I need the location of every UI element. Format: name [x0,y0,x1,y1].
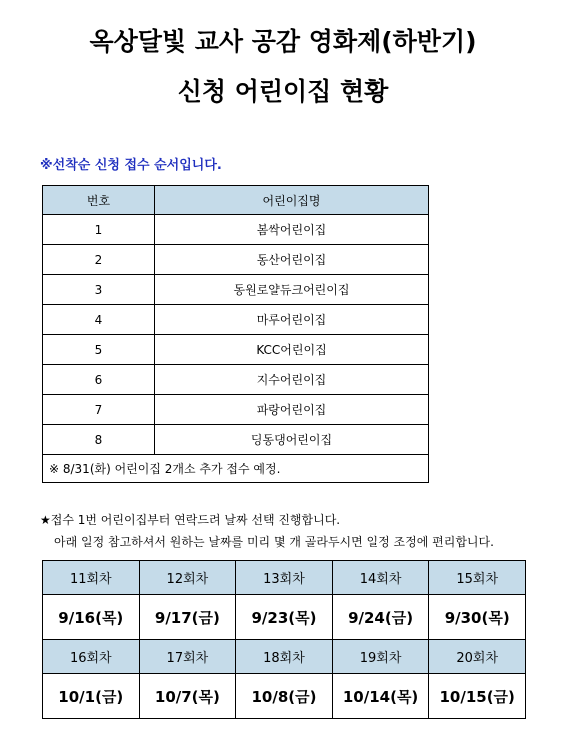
session-label: 11회차 [43,561,140,595]
session-label: 14회차 [332,561,429,595]
session-date: 9/24(금) [332,595,429,640]
row-number: 7 [43,395,155,425]
table-row [43,365,429,395]
row-number: 3 [43,275,155,305]
session-date: 10/1(금) [43,674,140,719]
table-row [43,305,429,335]
table-note-row [43,455,429,483]
table-row [43,395,429,425]
row-daycare-name: KCC어린이집 [155,335,429,365]
session-label: 18회차 [236,640,333,674]
row-number: 8 [43,425,155,455]
row-number: 5 [43,335,155,365]
applicant-table-header [43,186,429,215]
applicant-table [42,185,429,483]
session-date: 10/15(금) [429,674,526,719]
session-label: 19회차 [332,640,429,674]
session-date: 10/7(목) [139,674,236,719]
contact-guide: ★접수 1번 어린이집부터 연락드려 날짜 선택 진행합니다. [40,513,341,527]
row-number: 2 [43,245,155,275]
row-daycare-name: 동원로얄듀크어린이집 [155,275,429,305]
header-number: 번호 [43,186,155,215]
session-date: 9/23(목) [236,595,333,640]
session-date: 9/17(금) [139,595,236,640]
row-daycare-name: 동산어린이집 [155,245,429,275]
session-row [43,561,526,595]
row-daycare-name: 지수어린이집 [155,365,429,395]
session-row [43,640,526,674]
table-row [43,215,429,245]
page-title: 옥상달빛 교사 공감 영화제(하반기) [89,27,477,56]
page-subtitle: 신청 어린이집 현황 [177,77,389,106]
row-daycare-name: 봄싹어린이집 [155,215,429,245]
table-row [43,245,429,275]
session-label: 17회차 [139,640,236,674]
row-number: 4 [43,305,155,335]
schedule-guide: 아래 일정 참고하셔서 원하는 날짜를 미리 몇 개 골라두시면 일정 조정에 편리합니다. [54,535,494,549]
date-row [43,595,526,640]
session-date: 10/8(금) [236,674,333,719]
row-number: 6 [43,365,155,395]
session-label: 15회차 [429,561,526,595]
session-label: 20회차 [429,640,526,674]
session-date: 9/16(목) [43,595,140,640]
table-row [43,425,429,455]
additional-application-note: ※ 8/31(화) 어린이집 2개소 추가 접수 예정. [43,455,429,483]
first-come-notice: ※선착순 신청 접수 순서입니다. [40,158,222,173]
row-daycare-name: 딩동댕어린이집 [155,425,429,455]
session-date: 9/30(목) [429,595,526,640]
session-label: 16회차 [43,640,140,674]
table-row [43,275,429,305]
session-date: 10/14(목) [332,674,429,719]
date-row [43,674,526,719]
row-number: 1 [43,215,155,245]
row-daycare-name: 마루어린이집 [155,305,429,335]
session-label: 12회차 [139,561,236,595]
header-daycare-name: 어린이집명 [155,186,429,215]
row-daycare-name: 파랑어린이집 [155,395,429,425]
schedule-table [42,560,526,719]
table-row [43,335,429,365]
session-label: 13회차 [236,561,333,595]
